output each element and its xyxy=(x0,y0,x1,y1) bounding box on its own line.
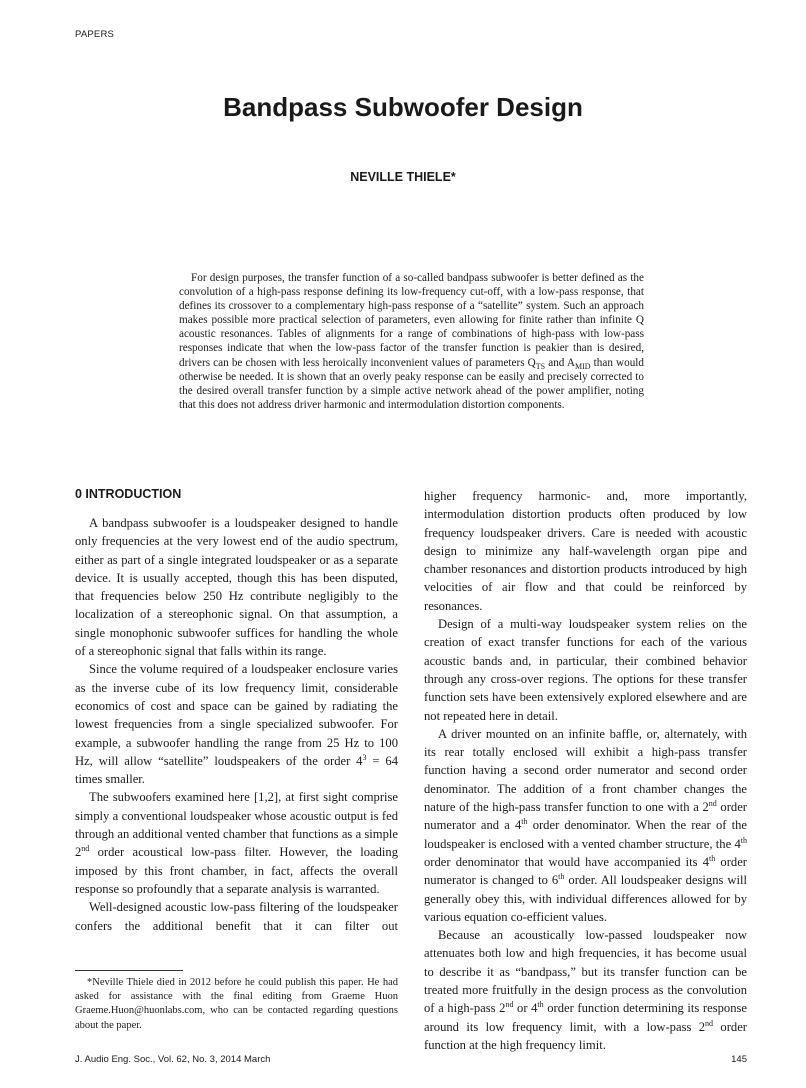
running-header: PAPERS xyxy=(75,29,115,40)
page-number: 145 xyxy=(731,1054,747,1065)
section-heading: 0 INTRODUCTION xyxy=(75,487,182,501)
abstract: For design purposes, the transfer function of a so-called bandpass subwoofer is better defined as the convolution of a high-pass response defining its low-frequency cut-off, with a low-pass response, that defines its crossover to a complementary high-pass response of a “satellite” system. Such an approach makes possible more practical selection of parameters, even allowing for finite rather than infinite Q acoustic resonances. Tables of alignments for a range of combinations of high-pass with low-pass responses indicate that when the low-pass factor of the transfer function is peakier than is desired, drivers can be chosen with less heroically inconvenient values of parameters $Q_{TS}$ and $A_{MID}$ than would otherwise be needed. It is shown that an overly peaky response can be easily and precisely corrected to the desired overall transfer function by a simple active network ahead of the power amplifier, noting that this does not address driver harmonic and intermodulation distortion components. xyxy=(179,272,644,411)
article-title: Bandpass Subwoofer Design xyxy=(223,92,583,122)
footnote: *Neville Thiele died in 2012 before he could publish this paper. He had asked for assistance with the final editing from Graeme Huon Graeme.Huon@huonlabs.com, who can be contacted regarding questions about the paper. xyxy=(75,977,398,1031)
paragraph: The subwoofers examined here [1,2], at first sight comprise simply a conventional loudspeaker whose acoustic output is fed through an additional vented chamber that functions as a simple 2nd order acoustical low-pass filter. However, the loading imposed by this front chamber, in fact, affects the overall response so profoundly that a separate analysis is warranted. xyxy=(75,790,398,896)
paragraph: Since the volume required of a loudspeaker enclosure varies as the inverse cube of its low frequency limit, considerable economics of cost and space can be gained by radiating the lowest frequencies from a single specialized subwoofer. For example, a subwoofer handling the range from 25 Hz to 100 Hz, will allow “satellite” loudspeakers of the order $4^3 = 64$ times smaller. xyxy=(75,662,398,787)
abstract-text: For design purposes, the transfer function of a so-called bandpass subwoofer is better defined as the convolution of a high-pass response defining its low-frequency cut-off, with a low-pass response, that defines its crossover to a complementary high-pass response of a “satellite” system. Such an approach makes possible more practical selection of parameters, even allowing for finite rather than infinite Q acoustic resonances. Tables of alignments for a range of combinations of high-pass with low-pass responses indicate that when the low-pass factor of the transfer function is peakier than is desired, drivers can be chosen with less heroically inconvenient values of parameters Q xyxy=(179,272,644,369)
author-name: NEVILLE THIELE* xyxy=(350,170,456,184)
paragraph: Well-designed acoustic low-pass filtering of the loudspeaker confers the additional benefit that it can filter out xyxy=(75,900,398,933)
paragraph: Because an acoustically low-passed loudspeaker now attenuates both low and high frequencies, it has become usual to describe it as “bandpass,” but its transfer function can be treated more fruitfully in the design process as the convolution of a high-pass 2nd or 4th order function determining its response around its low frequency limit, with a low-pass 2nd order function at the high frequency limit. xyxy=(424,928,747,1052)
left-column xyxy=(75,514,398,935)
paragraph: A bandpass subwoofer is a loudspeaker designed to handle only frequencies at the very lowest end of the audio spectrum, either as part of a single integrated loudspeaker or as a separate device. It is usually accepted, though this has been disputed, that frequencies below 250 Hz contribute negligibly to the localization of a stereophonic signal. On that assumption, a single monophonic subwoofer suffices for handling the whole of a stereophonic signal that falls within its range. xyxy=(75,516,398,659)
journal-citation: J. Audio Eng. Soc., Vol. 62, No. 3, 2014 March xyxy=(75,1054,271,1065)
paragraph: higher frequency harmonic- and, more importantly, intermodulation distortion products often produced by low frequency loudspeaker drivers. Care is needed with acoustic design to minimize any half-wavelength organ pipe and chamber resonances and distortion products introduced by high velocities of air flow and that could be reinforced by resonances. xyxy=(424,489,747,613)
paragraph: Design of a multi-way loudspeaker system relies on the creation of exact transfer functions for each of the various acoustic bands and, in particular, their combined behavior through any cross-over regions. The options for these transfer function sets have been extensively explored elsewhere and are not repeated here in detail. xyxy=(424,617,747,723)
right-column xyxy=(424,487,747,1054)
paragraph: A driver mounted on an infinite baffle, or, alternately, with its rear totally enclosed will exhibit a high-pass transfer function having a second order numerator and second order denominator. The addition of a front chamber changes the nature of the high-pass transfer function to one with a 2nd order numerator and a 4th order denominator. When the rear of the loudspeaker is enclosed with a vented chamber structure, the 4th order denominator that would have accompanied its 4th order numerator is changed to 6th order. All loudspeaker designs will generally obey this, with individual differences allowed for by various equation co-efficient values. xyxy=(424,726,748,924)
footnote-divider xyxy=(75,970,183,971)
